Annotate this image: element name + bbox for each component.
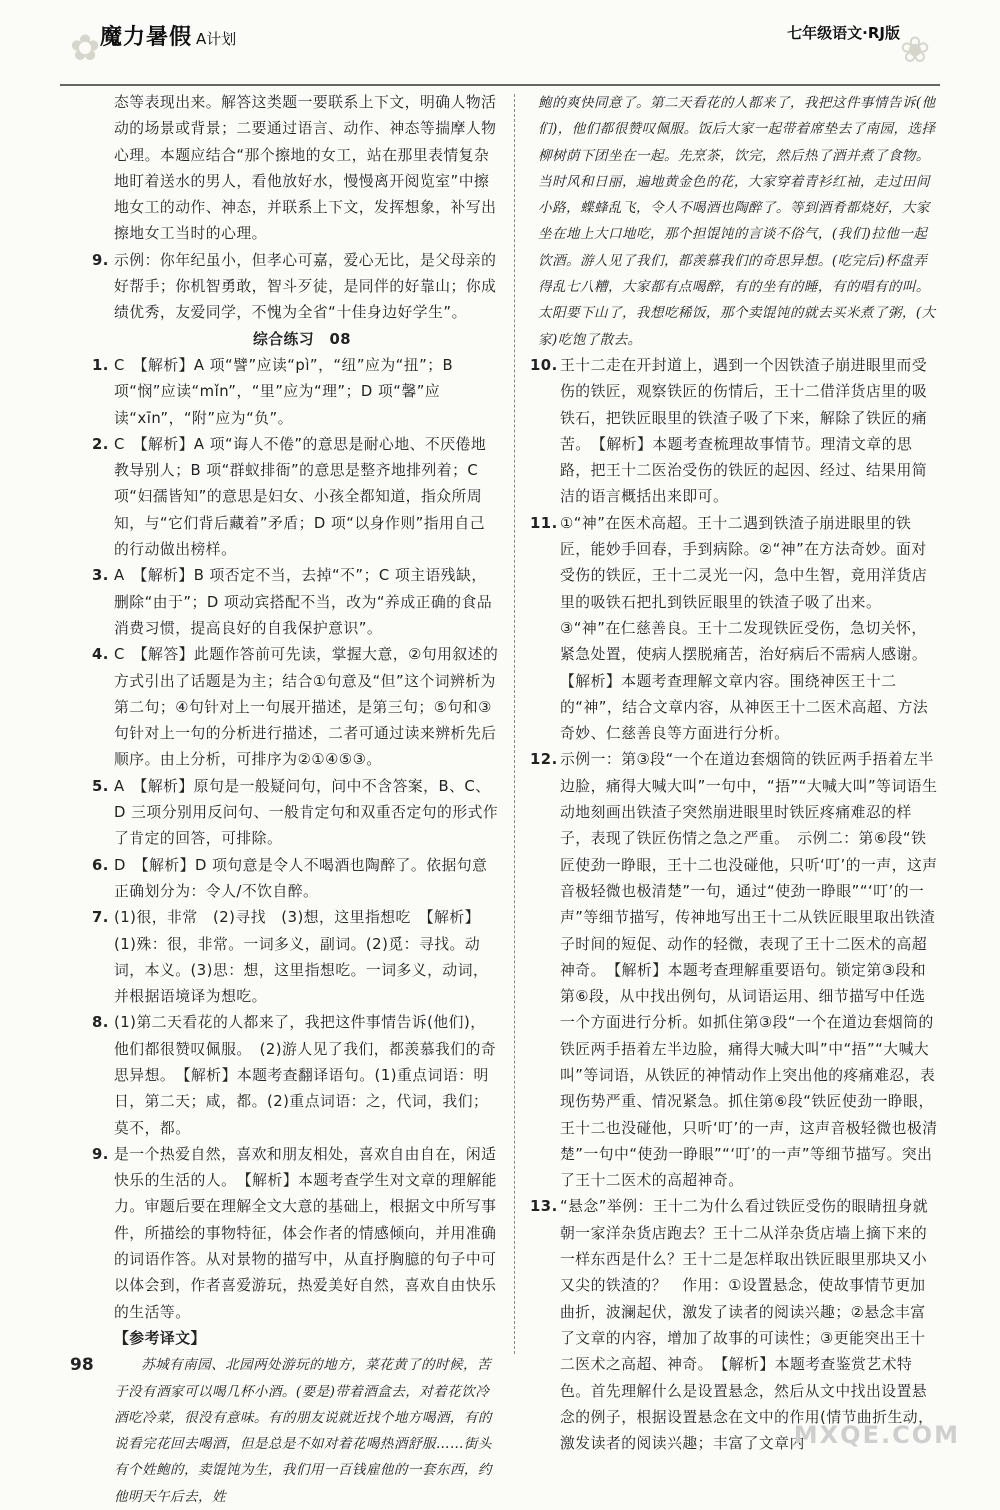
item-text: C 【解析】A 项“譬”应读“pì”，“纽”应为“扭”；B 项“悯”应读“mǐn”，“里”应为“理”；D 项“馨”应读“xīn”，“附”应为“负”。 [114,356,454,427]
item-number: 6. [92,856,109,874]
item-number: 9. [92,1145,109,1163]
answer-item [92,774,500,853]
item-text: 是一个热爱自然，喜欢和朋友相处，喜欢自由自在，闲适快乐的生活的人。 【解析】本题考查学生对文章的理解能力。审题后要在理解全文大意的基础上，根据文中所写事件，所描绘的事物特征，体会作者的情感倾向，并用准确的词语作答。从对景物的描写中，从直抒胸臆的句子中可以体会到，作者喜爱游玩，热爱美好自然，喜欢自由快乐的生活等。 [114,1145,497,1321]
watermark: MXQE.COM [793,1421,960,1449]
item-text: (1)很，非常 (2)寻找 (3)想，这里指想吃 【解析】(1)殊：很，非常。一词多义，副词。(2)觅：寻找。动词，本义。(3)思：想，这里指想吃。一词多义，动词，并根据语境译为想吃。 [114,909,489,1006]
answer-item [530,1194,940,1457]
left-column [92,90,500,1510]
answer-continuation: 态等表现出来。解答这类题一要联系上下文，明确人物活动的场景或背景；二要通过语言、动作、神态等揣摩人物心理。本题应结合“那个擦地的女工，站在那里表情复杂地盯着送水的男人，看他放好水，慢慢离开阅览室”中擦地女工的动作、神态，并联系上下文，发挥想象，补写出擦地女工当时的心理。 [114,94,497,243]
item-number: 5. [92,777,109,795]
flower-decoration-icon: ❀ [899,30,930,71]
item-text: (1)第二天看花的人都来了，我把这件事情告诉(他们)，他们都很赞叹佩服。 (2)游人见了我们，都羡慕我们的奇思异想。 【解析】本题考查翻译语句。(1)重点词语：明日，第二天；咸，都。(2)重点词语：之，代词，我们；莫不，都。 [114,1014,497,1137]
subject-label: 七年级语文·RJ版 [787,24,900,42]
answer-item [92,853,500,906]
page-number: 98 [70,1355,94,1375]
answer-item [92,353,500,432]
reference-translation-continued: 鲍的爽快同意了。第二天看花的人都来了，我把这件事情告诉(他们)，他们都很赞叹佩服。饭后大家一起带着席垫去了南园，选择柳树荫下团坐在一起。先烹茶，饮完，然后热了酒并煮了食物。当时风和日丽，遍地黄金色的花，大家穿着青衫红袖，走过田间小路，蝶蜂乱飞，令人不喝酒也陶醉了。等到酒肴都烧好，大家坐在地上大口地吃，那个担馄饨的言谈不俗气，(我们)拉他一起饮酒。游人见了我们，都羡慕我们的奇思异想。(吃完后)杯盘弄得乱七八糟，大家都有点喝醉，有的坐有的睡，有的唱有的叫。太阳要下山了，我想吃稀饭，那个卖馄饨的就去买米煮了粥，(大家)吃饱了散去。 [538,95,936,348]
item-text: A 【解析】原句是一般疑问句，问中不含答案，B、C、D 三项分别用反问句、一般肯定句和双重否定句的形式作了肯定的回答，可排除。 [114,777,499,848]
item-text: 示例一：第③段“一个在道边套烟筒的铁匠两手捂着左半边脸，痛得大喊大叫”一句中，“捂”“大喊大叫”等词语生动地刻画出铁渣子突然崩进眼里时铁匠疼痛难忍的样子，表现了铁匠伤情之急之严重。 示例二：第⑥段“铁匠使劲一睁眼，王十二也没碰他，只听‘叮’的一声，这声音极轻微也极清楚”一句，通过“使劲一睁眼”“‘叮’的一声”等细节描写，传神地写出王十二从铁匠眼里取出铁渣子时间的短促、动作的轻微，表现了王十二医术的高超神奇。 【解析】本题考查理解重要语句。锁定第③段和第⑥段，从中找出例句，从词语运用、细节描写中任选一个方面进行分析。如抓住第③段“一个在道边套烟筒的铁匠两手捂着左半边脸，痛得大喊大叫”中“捂”“大喊大叫”等词语，从铁匠的神情动作上突出他的疼痛难忍，表现伤势严重、情况紧急。抓住第⑥段“铁匠使劲一睁眼，王十二也没碰他，只听‘叮’的一声，这声音极轻微也极清楚”一句中“使劲一睁眼”“‘叮’的一声”等细节描写。突出了王十二医术的高超神奇。 [560,751,938,1190]
reference-translation-label: 【参考译文】 [114,1329,206,1347]
item-number: 1. [92,356,109,374]
palm-tree-decoration-icon: ✿ [70,28,101,69]
answer-item [92,1142,500,1326]
item-number: 10. [530,356,558,374]
item-number: 3. [92,567,109,585]
right-column [530,90,940,1457]
item-number: 11. [530,514,558,532]
reference-translation: 苏城有南园、北园两处游玩的地方，菜花黄了的时候，苦于没有酒家可以喝几杯小酒。(要是)带着酒盒去，对着花饮冷酒吃冷菜，很没有意味。有的朋友说就近找个地方喝酒，有的说看完花回去喝酒，但是总是不如对着花喝热酒舒服……街头有个姓鲍的，卖馄饨为生，我们用一百钱雇他的一套东西，约他明天午后去，姓 [114,1357,492,1505]
item-text: C 【解答】此题作答前可先读，掌握大意，②句用叙述的方式引出了话题是为主；结合①句意及“但”这个词辨析为第二句；④句针对上一句展开描述，是第三句；⑤句和③句针对上一句的分析进行描述，二者可通过读来辨析先后顺序。由上分析，可排序为②①④⑤③。 [114,646,499,769]
answer-item [92,563,500,642]
item-text: A 【解析】B 项否定不当，去掉“不”；C 项主语残缺，删除“由于”；D 项动宾搭配不当，改为“养成正确的食品消费习惯，提高良好的自我保护意识”。 [114,567,493,637]
item-number: 12. [530,751,558,769]
answer-item [92,1010,500,1141]
item-text: “悬念”举例：王十二为什么看过铁匠受伤的眼睛扭身就朝一家洋杂货店跑去？王十二从洋杂货店墙上摘下来的一样东西是什么？王十二是怎样取出铁匠眼里那块又小又尖的铁渣的？ 作用：①设置悬念，使故事情节更加曲折，波澜起伏，激发了读者的阅读兴趣；②悬念丰富了文章的内容，增加了故事的可读性；③更能突出王十二医术之高超、神奇。 【解析】本题考查鉴赏艺术特色。首先理解什么是设置悬念，然后从文中找出设置悬念的例子，根据设置悬念在文中的作用(情节曲折生动，激发读者的阅读兴趣；丰富了文章内 [560,1198,934,1453]
item-number: 8. [92,1014,109,1032]
answer-item [530,511,940,748]
item-text: C 【解析】A 项“诲人不倦”的意思是耐心地、不厌倦地教导别人；B 项“群蚁排衙”的意思是整齐地排列着；C 项“妇孺皆知”的意思是妇女、小孩全都知道，指众所周知，与“它们背后藏着”矛盾；D 项“以身作则”指用自己的行动做出榜样。 [114,435,487,559]
brand-title: 魔力暑假 [100,25,193,50]
answer-item [530,353,940,511]
section-title: 综合练习 08 [252,330,352,348]
item-number: 9. [92,251,109,269]
item-number: 2. [92,435,109,453]
column-divider [514,94,515,1354]
answer-item [92,642,500,773]
item-text: 示例：你年纪虽小，但孝心可嘉，爱心无比，是父母亲的好帮手；你机智勇敢，智斗歹徒，是同伴的好靠山；你成绩优秀，友爱同学，不愧为全省“十佳身边好学生”。 [114,251,497,322]
item-number: 13. [530,1198,558,1216]
answer-item [92,905,500,1010]
answer-item [92,248,500,327]
item-number: 7. [92,909,109,927]
item-text: ①“神”在医术高超。王十二遇到铁渣子崩进眼里的铁匠，能妙手回春，手到病除。②“神”在方法奇妙。面对受伤的铁匠，王十二灵光一闪，急中生智，竟用洋货店里的吸铁石把扎到铁匠眼里的铁渣子吸了出来。③“神”在仁慈善良。王十二发现铁匠受伤，急切关怀，紧急处置，使病人摆脱痛苦，治好病后不需病人感谢。 【解析】本题考查理解文章内容。围绕神医王十二的“神”，结合文章内容，从神医王十二医术高超、方法奇妙、仁慈善良等方面进行分析。 [560,514,936,743]
item-text: 王十二走在开封道上，遇到一个因铁渣子崩进眼里而受伤的铁匠，观察铁匠的伤情后，王十二借洋货店里的吸铁石，把铁匠眼里的铁渣子吸了下来，解除了铁匠的痛苦。 【解析】本题考查梳理故事情节。理清文章的思路，把王十二医治受伤的铁匠的起因、经过、结果用简洁的语言概括出来即可。 [560,356,928,506]
item-number: 4. [92,646,109,664]
brand-logo [100,20,236,51]
header-rule [60,84,940,86]
brand-subtitle: A计划 [196,30,237,48]
item-text: D 【解析】D 项句意是令人不喝酒也陶醉了。依据句意正确划分为：令人/不饮自醉。 [114,856,488,900]
answer-item [530,747,940,1194]
answer-item [92,432,500,563]
